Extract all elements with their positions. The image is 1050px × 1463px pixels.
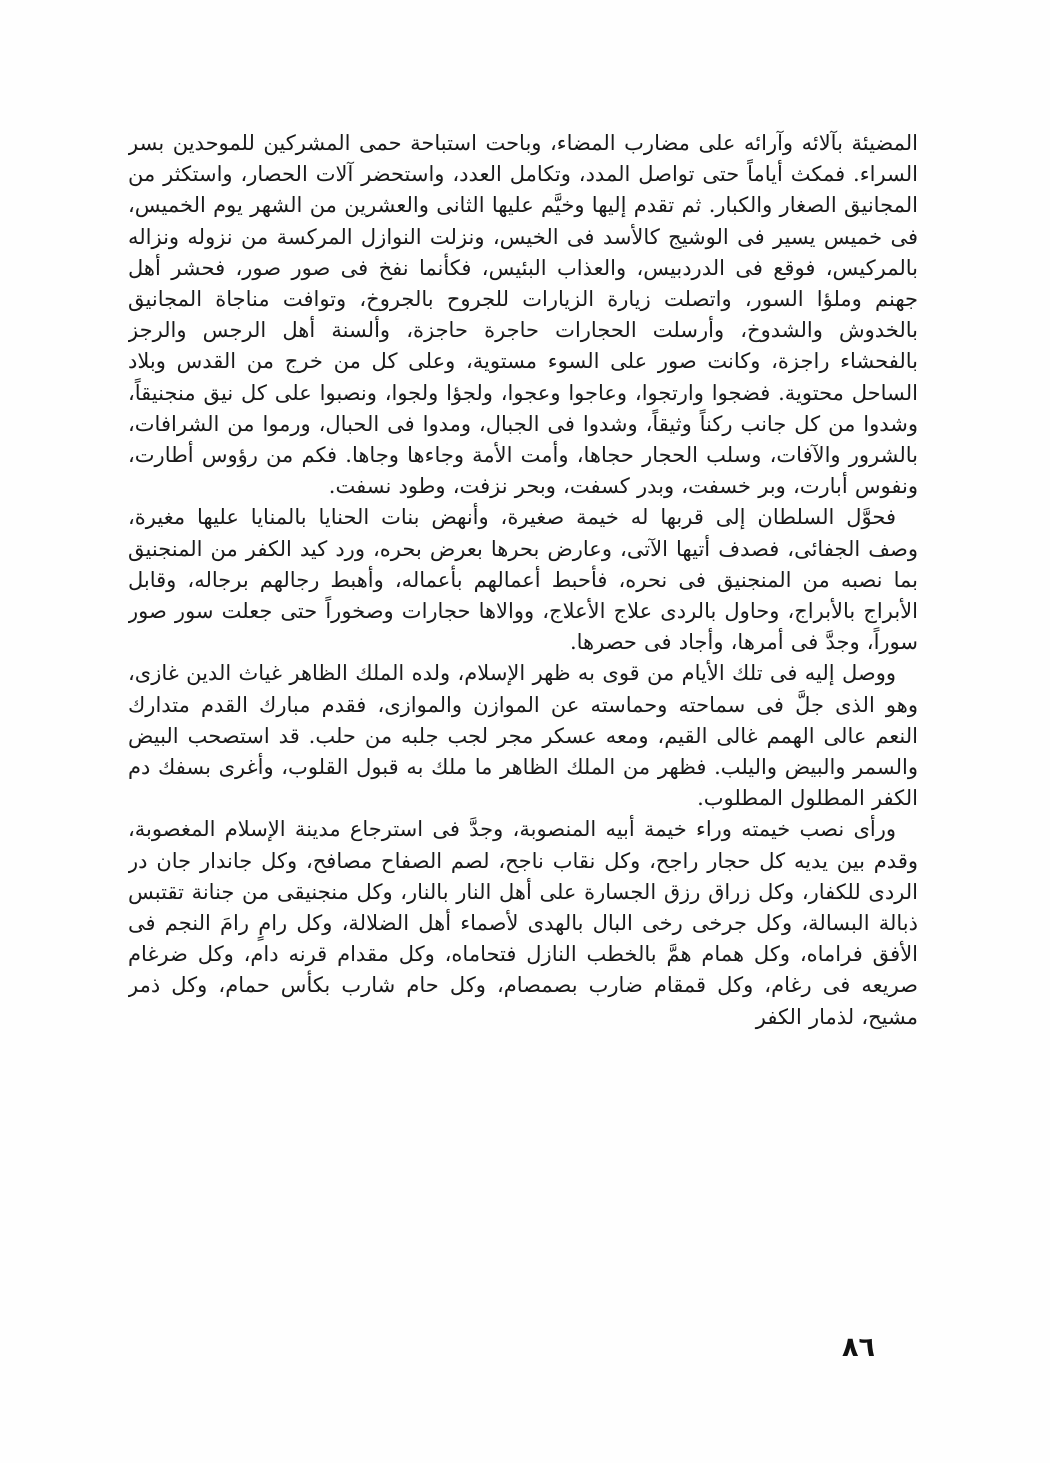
body-text bbox=[128, 128, 918, 1308]
paragraph-1: المضيئة بآلائه وآرائه على مضارب المضاء، وباحت استباحة حمى المشركين للموحدين بسر السراء. فمكث أياماً حتى تواصل المدد، وتكامل العدد، واستحضر آلات الحصار، واستكثر من المجانيق الصغار والكبار. ثم تقدم إليها وخيَّم عليها الثانى والعشرين من الشهر يوم الخميس، فى خميس يسير فى الوشيج كالأسد فى الخيس، ونزلت النوازل المركسة من نزوله ونزاله بالمركيس، فوقع فى الدردبيس، والعذاب البئيس، فكأنما نفخ فى صور صور، فحشر أهل جهنم وملؤا السور، واتصلت زيارة الزيارات للجروح بالجروخ، وتوافت مناجاة المجانيق بالخدوش والشدوخ، وأرسلت الحجارات حاجرة حاجزة، وألسنة أهل الرجس والرجز بالفحشاء راجزة، وكانت صور على السوء مستوية، وعلى كل من خرج من القدس وبلاد الساحل محتوية. فضجوا وارتجوا، وعاجوا وعجوا، ولجؤا ولجوا، ونصبوا على كل نيق منجنيقاً، وشدوا من كل جانب ركناً وثيقاً، وشدوا فى الجبال، ومدوا فى الحبال، ورموا من الشرافات، بالشرور والآفات، وسلب الحجار حجاها، وأمت الأمة وجاءها وجاها. فكم من رؤوس أطارت، ونفوس أبارت، وبر خسفت، وبدر كسفت، وبحر نزفت، وطود نسفت. bbox=[128, 131, 918, 499]
page-number: ٨٦ bbox=[842, 1332, 875, 1363]
paragraph-4: ورأى نصب خيمته وراء خيمة أبيه المنصوبة، وجدَّ فى استرجاع مدينة الإسلام المغصوبة، وقدم بين يديه كل حجار راجح، وكل نقاب ناجح، لصم الصفاح مصافح، وكل جاندار جان در الردى للكفار، وكل زراق رزق الجسارة على أهل النار بالنار، وكل منجنيقى من جنانة تقتبس ذبالة البسالة، وكل جرخى رخى البال بالهدى لأصماء أهل الضلالة، وكل رامٍ رامَ النجم فى الأفق فراماه، وكل همام همَّ بالخطب النازل فتحاماه، وكل مقدام قرنه دام، وكل ضرغام صريعه فى رغام، وكل قمقام ضارب بصمصام، وكل حام شارب بكأس حمام، وكل ذمر مشيح، لذمار الكفر bbox=[128, 817, 918, 1029]
paragraph-2: فحوَّل السلطان إلى قربها له خيمة صغيرة، وأنهض بنات الحنايا بالمنايا عليها مغيرة، وصف الجفائى، فصدف أتيها الآتى، وعارض بحرها بعرض بحره، ورد كيد الكفر من المنجنيق بما نصبه من المنجنيق فى نحره، فأحبط أعمالهم بأعماله، وأهبط رجالهم برجاله، وقابل الأبراج بالأبراج، وحاول بالردى علاج الأعلاج، ووالاها حجارات وصخوراً حتى جعلت سور صور سوراً، وجدَّ فى أمرها، وأجاد فى حصرها. bbox=[128, 505, 918, 655]
paragraph-3: ووصل إليه فى تلك الأيام من قوى به ظهر الإسلام، ولده الملك الظاهر غياث الدين غازى، وهو الذى جلَّ فى سماحته وحماسته عن الموازن والموازى، فقدم مبارك القدم متدارك النعم عالى الهمم غالى القيم، ومعه عسكر مجر لجب جلبه من حلب. قد استصحب البيض والسمر والبيض واليلب. فظهر من الملك الظاهر ما ملك به قبول القلوب، وأغرى بسفك دم الكفر المطلول المطلوب. bbox=[128, 661, 918, 811]
